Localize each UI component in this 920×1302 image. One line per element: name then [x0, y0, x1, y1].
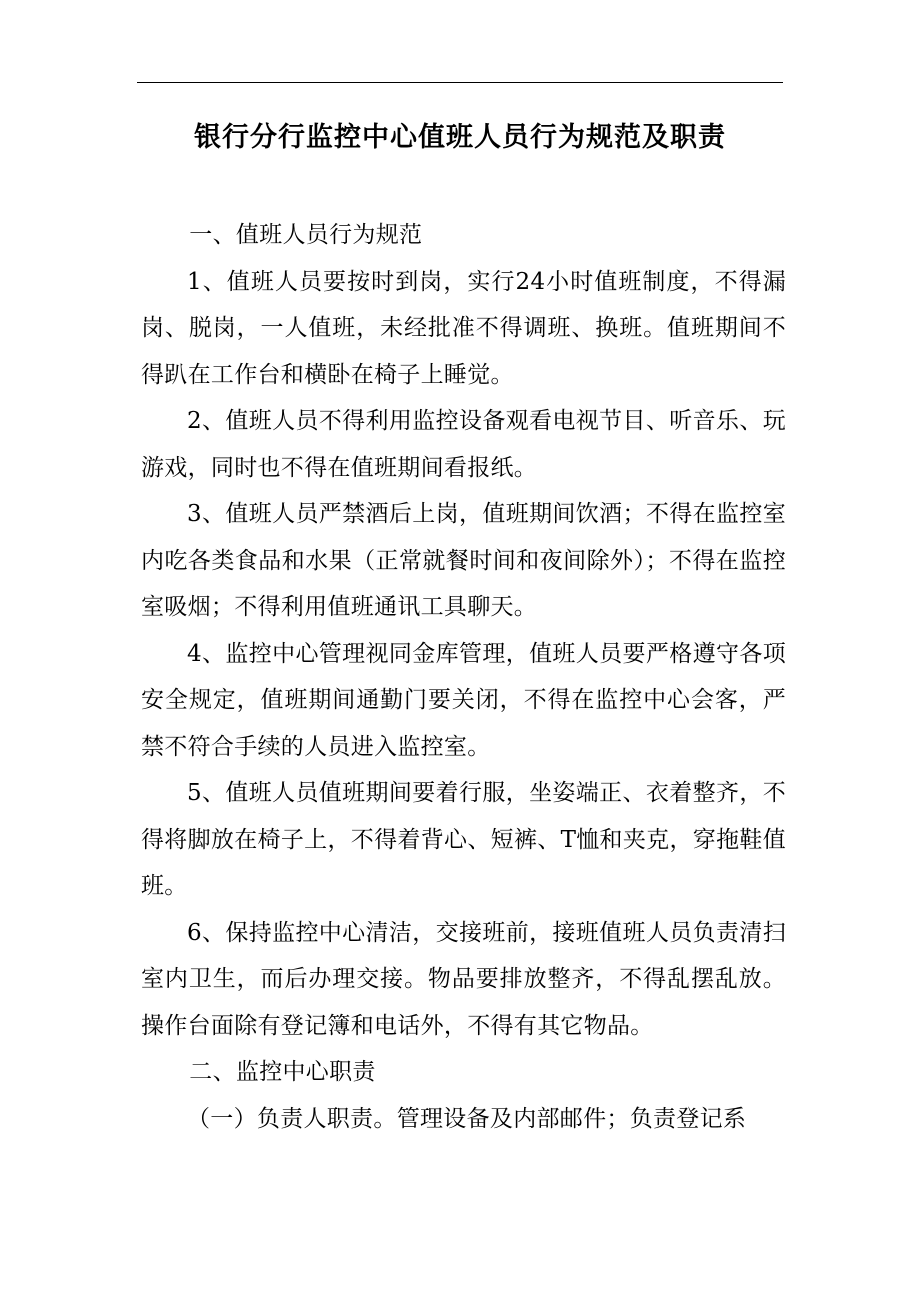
section-heading-1: 一、值班人员行为规范 [189, 222, 423, 248]
rule-item-2: 2、值班人员不得利用监控设备观看电视节目、听音乐、玩游戏，同时也不得在值班期间看报纸。 [141, 408, 786, 481]
section-heading-2: 二、监控中心职责 [189, 1059, 376, 1085]
header-rule [137, 82, 783, 83]
rule-item-1: 1、值班人员要按时到岗，实行24小时值班制度，不得漏岗、脱岗，一人值班，未经批准不得调班、换班。值班期间不得趴在工作台和横卧在椅子上睡觉。 [141, 268, 786, 388]
document-body [141, 212, 786, 1142]
rule-item-5: 5、值班人员值班期间要着行服，坐姿端正、衣着整齐，不得将脚放在椅子上，不得着背心、短裤、T恤和夹克，穿拖鞋值班。 [141, 780, 786, 899]
rule-item-6: 6、保持监控中心清洁，交接班前，接班值班人员负责清扫室内卫生，而后办理交接。物品要排放整齐，不得乱摆乱放。操作台面除有登记簿和电话外，不得有其它物品。 [141, 919, 786, 1039]
rule-item-4: 4、监控中心管理视同金库管理，值班人员要严格遵守各项安全规定，值班期间通勤门要关闭，不得在监控中心会客，严禁不符合手续的人员进入监控室。 [141, 640, 786, 760]
document-title: 银行分行监控中心值班人员行为规范及职责 [194, 122, 726, 153]
rule-item-3: 3、值班人员严禁酒后上岗，值班期间饮酒；不得在监控室内吃各类食品和水果（正常就餐时间和夜间除外）；不得在监控室吸烟；不得利用值班通讯工具聊天。 [141, 501, 786, 620]
duty-item-1: （一）负责人职责。管理设备及内部邮件；负责登记系 [187, 1105, 747, 1132]
